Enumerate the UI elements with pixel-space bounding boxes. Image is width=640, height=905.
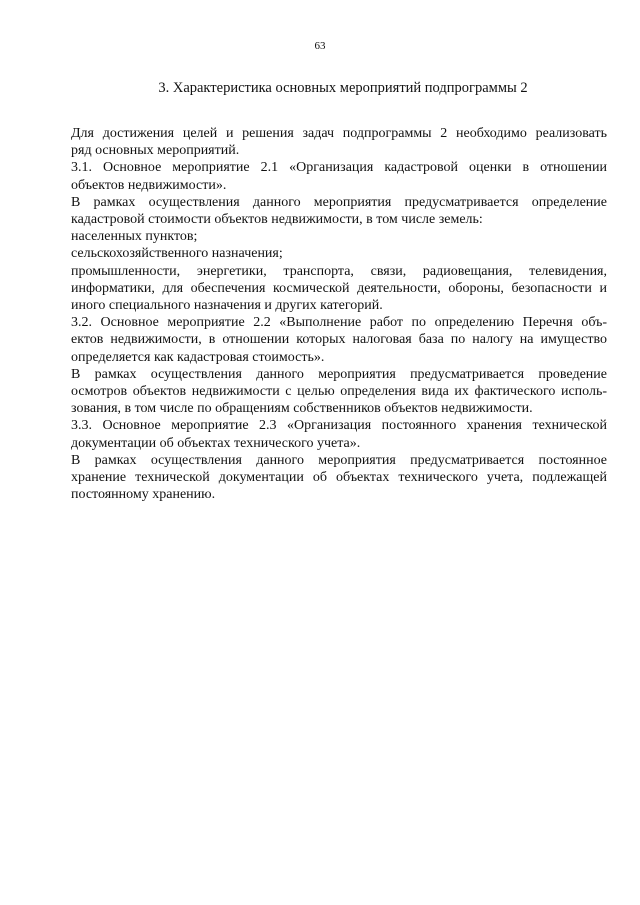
paragraph xyxy=(71,159,607,193)
paragraph xyxy=(71,366,607,418)
paragraph xyxy=(71,452,607,504)
paragraph-line: ектов недвижимости, в отношении которых налоговая база по налогу на имущество xyxy=(71,332,607,348)
paragraph xyxy=(71,314,607,366)
paragraph xyxy=(71,194,607,228)
paragraph-line: населенных пунктов; xyxy=(71,229,198,245)
paragraph-line: промышленности, энергетики, транспорта, связи, радиовещания, телевидения, xyxy=(71,263,607,279)
paragraph xyxy=(71,125,607,159)
paragraph-line: объектов недвижимости». xyxy=(71,177,227,193)
paragraph-line: 3.2. Основное мероприятие 2.2 «Выполнение работ по определению Перечня объ- xyxy=(71,315,607,331)
paragraph-line: кадастровой стоимости объектов недвижимости, в том числе земель: xyxy=(71,212,483,228)
paragraph-line: осмотров объектов недвижимости с целью определения вида их фактического исполь- xyxy=(71,384,607,400)
paragraph-line: ряд основных мероприятий. xyxy=(71,143,240,159)
paragraph-line: Для достижения целей и решения задач подпрограммы 2 необходимо реализовать xyxy=(71,126,607,141)
paragraph-line: постоянному хранению. xyxy=(71,487,216,503)
body-text xyxy=(71,125,607,503)
paragraph-line: информатики, для обеспечения космической деятельности, обороны, безопасности и xyxy=(71,280,607,296)
paragraph xyxy=(71,417,607,451)
page-number: 63 xyxy=(314,40,326,52)
paragraph-line: определяется как кадастровая стоимость». xyxy=(71,349,325,365)
paragraph-line: В рамках осуществления данного мероприятия предусматривается определение xyxy=(71,194,607,210)
paragraph-line: 3.1. Основное мероприятие 2.1 «Организация кадастровой оценки в отношении xyxy=(71,160,607,176)
paragraph-line: сельскохозяйственного назначения; xyxy=(71,246,283,262)
paragraph xyxy=(71,245,607,262)
paragraph-line: 3.3. Основное мероприятие 2.3 «Организация постоянного хранения технической xyxy=(71,418,607,434)
paragraph-line: иного специального назначения и других категорий. xyxy=(71,298,383,314)
paragraph-line: В рамках осуществления данного мероприятия предусматривается постоянное xyxy=(71,452,607,468)
paragraph xyxy=(71,228,607,245)
paragraph-line: В рамках осуществления данного мероприятия предусматривается проведение xyxy=(71,366,607,382)
paragraph-line: документации об объектах технического учета». xyxy=(71,435,361,451)
section-title: 3. Характеристика основных мероприятий подпрограммы 2 xyxy=(158,80,528,96)
paragraph-line: зования, в том числе по обращениям собственников объектов недвижимости. xyxy=(71,401,533,417)
paragraph-line: хранение технической документации об объектах технического учета, подлежащей xyxy=(71,470,607,486)
paragraph xyxy=(71,263,607,315)
